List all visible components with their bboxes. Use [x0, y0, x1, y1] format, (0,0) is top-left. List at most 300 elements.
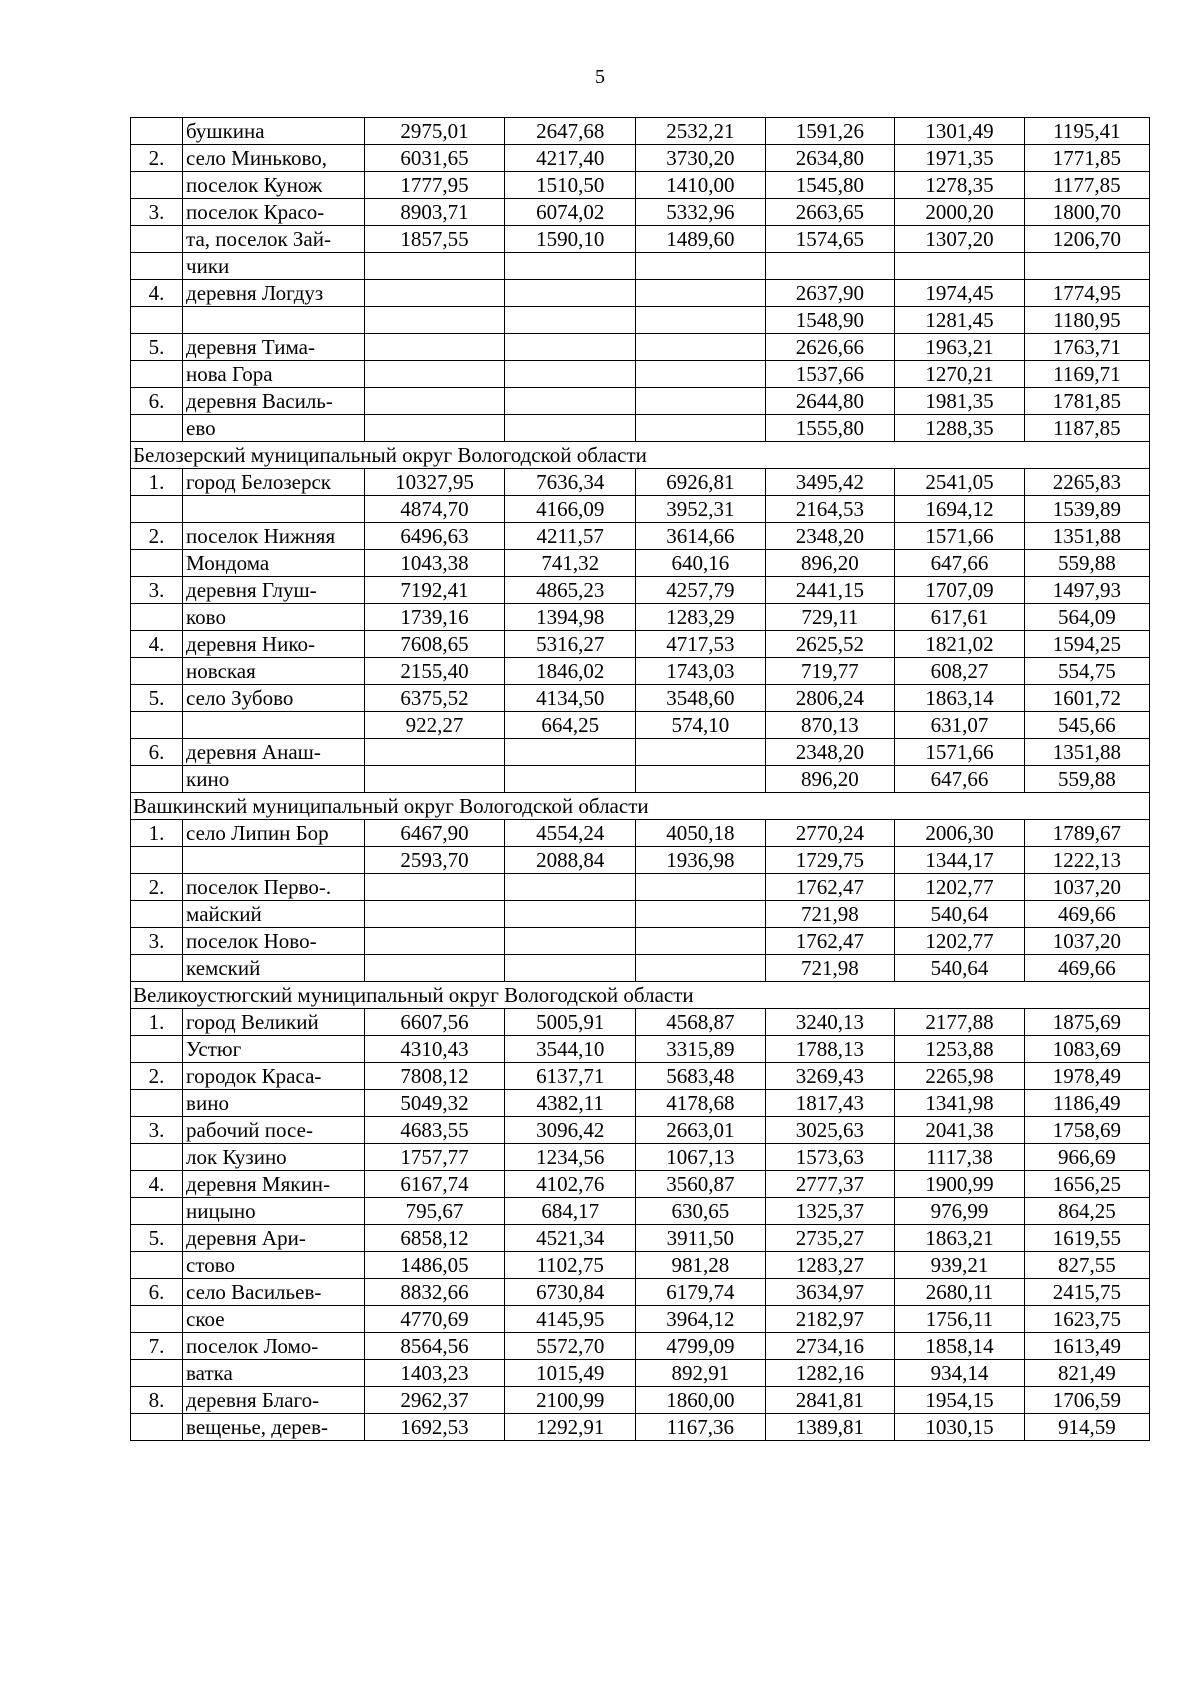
settlement-name: поселок Кунож	[183, 172, 365, 199]
value-cell: 4166,09	[505, 496, 636, 523]
value-cell	[505, 928, 636, 955]
value-cell: 1817,43	[765, 1090, 895, 1117]
value-cell: 1281,45	[895, 307, 1025, 334]
value-cell: 559,88	[1024, 766, 1149, 793]
row-index: 3.	[131, 1117, 183, 1144]
value-cell: 1758,69	[1024, 1117, 1149, 1144]
value-cell: 2164,53	[765, 496, 895, 523]
table-row	[131, 415, 1150, 442]
settlement-name: поселок Ломо-	[183, 1333, 365, 1360]
value-cell: 2088,84	[505, 847, 636, 874]
table-row	[131, 388, 1150, 415]
value-cell: 630,65	[636, 1198, 766, 1225]
value-cell: 540,64	[895, 901, 1025, 928]
value-cell: 1325,37	[765, 1198, 895, 1225]
value-cell: 1282,16	[765, 1360, 895, 1387]
value-cell: 2663,65	[765, 199, 895, 226]
settlement-name: деревня Василь-	[183, 388, 365, 415]
value-cell: 640,16	[636, 550, 766, 577]
value-cell	[505, 739, 636, 766]
value-cell: 1729,75	[765, 847, 895, 874]
table-row	[131, 307, 1150, 334]
table-row	[131, 334, 1150, 361]
value-cell: 1591,26	[765, 118, 895, 145]
value-cell: 5332,96	[636, 199, 766, 226]
table-row	[131, 1306, 1150, 1333]
row-index	[131, 847, 183, 874]
value-cell: 2625,52	[765, 631, 895, 658]
value-cell	[636, 361, 766, 388]
value-cell: 559,88	[1024, 550, 1149, 577]
table-row	[131, 253, 1150, 280]
table-row	[131, 172, 1150, 199]
value-cell: 939,21	[895, 1252, 1025, 1279]
value-cell	[636, 334, 766, 361]
value-cell: 981,28	[636, 1252, 766, 1279]
value-cell: 1341,98	[895, 1090, 1025, 1117]
table-row	[131, 1144, 1150, 1171]
value-cell: 4799,09	[636, 1333, 766, 1360]
row-index	[131, 118, 183, 145]
value-cell	[364, 280, 505, 307]
value-cell	[364, 307, 505, 334]
settlement-name	[183, 712, 365, 739]
value-cell: 4310,43	[364, 1036, 505, 1063]
value-cell: 4134,50	[505, 685, 636, 712]
value-cell: 1763,71	[1024, 334, 1149, 361]
value-cell: 4770,69	[364, 1306, 505, 1333]
settlement-name: стово	[183, 1252, 365, 1279]
row-index	[131, 766, 183, 793]
value-cell: 741,32	[505, 550, 636, 577]
row-index: 4.	[131, 1171, 183, 1198]
value-cell: 1344,17	[895, 847, 1025, 874]
table-row	[131, 1252, 1150, 1279]
table-row	[131, 361, 1150, 388]
value-cell: 896,20	[765, 766, 895, 793]
value-cell: 1771,85	[1024, 145, 1149, 172]
settlement-name	[183, 496, 365, 523]
table-row	[131, 1279, 1150, 1306]
row-index: 3.	[131, 199, 183, 226]
value-cell: 721,98	[765, 955, 895, 982]
value-cell: 6926,81	[636, 469, 766, 496]
value-cell: 5049,32	[364, 1090, 505, 1117]
value-cell: 1288,35	[895, 415, 1025, 442]
value-cell: 6074,02	[505, 199, 636, 226]
value-cell: 2348,20	[765, 523, 895, 550]
value-cell: 2593,70	[364, 847, 505, 874]
value-cell: 2182,97	[765, 1306, 895, 1333]
value-cell: 4874,70	[364, 496, 505, 523]
value-cell: 7608,65	[364, 631, 505, 658]
value-cell: 1202,77	[895, 928, 1025, 955]
value-cell: 1777,95	[364, 172, 505, 199]
value-cell: 1706,59	[1024, 1387, 1149, 1414]
value-cell: 1270,21	[895, 361, 1025, 388]
value-cell: 1292,91	[505, 1414, 636, 1441]
value-cell: 8903,71	[364, 199, 505, 226]
value-cell: 1774,95	[1024, 280, 1149, 307]
district-title: Вашкинский муниципальный округ Вологодской области	[131, 793, 1150, 820]
settlement-name: деревня Ари-	[183, 1225, 365, 1252]
row-index	[131, 658, 183, 685]
value-cell: 2532,21	[636, 118, 766, 145]
value-cell: 540,64	[895, 955, 1025, 982]
value-cell: 6858,12	[364, 1225, 505, 1252]
value-cell: 2663,01	[636, 1117, 766, 1144]
value-cell: 2041,38	[895, 1117, 1025, 1144]
table-row	[131, 847, 1150, 874]
value-cell: 2841,81	[765, 1387, 895, 1414]
table-row	[131, 1063, 1150, 1090]
value-cell: 2647,68	[505, 118, 636, 145]
value-cell: 3025,63	[765, 1117, 895, 1144]
value-cell: 1177,85	[1024, 172, 1149, 199]
value-cell: 8832,66	[364, 1279, 505, 1306]
table-row	[131, 1198, 1150, 1225]
settlement-name: поселок Перво-.	[183, 874, 365, 901]
value-cell: 1389,81	[765, 1414, 895, 1441]
settlement-name: село Миньково,	[183, 145, 365, 172]
value-cell: 8564,56	[364, 1333, 505, 1360]
value-cell: 2441,15	[765, 577, 895, 604]
settlement-name: ницыно	[183, 1198, 365, 1225]
value-cell: 1537,66	[765, 361, 895, 388]
value-cell: 3964,12	[636, 1306, 766, 1333]
row-index	[131, 1414, 183, 1441]
table-row	[131, 1171, 1150, 1198]
value-cell: 7808,12	[364, 1063, 505, 1090]
settlement-name: вино	[183, 1090, 365, 1117]
value-cell: 1900,99	[895, 1171, 1025, 1198]
settlement-name	[183, 307, 365, 334]
value-cell: 1548,90	[765, 307, 895, 334]
table-row	[131, 901, 1150, 928]
value-cell: 2155,40	[364, 658, 505, 685]
district-title: Белозерский муниципальный округ Вологодской области	[131, 442, 1150, 469]
value-cell: 729,11	[765, 604, 895, 631]
value-cell: 3240,13	[765, 1009, 895, 1036]
settlement-name: кино	[183, 766, 365, 793]
value-cell: 2637,90	[765, 280, 895, 307]
value-cell: 1974,45	[895, 280, 1025, 307]
value-cell: 469,66	[1024, 955, 1149, 982]
table-row	[131, 685, 1150, 712]
value-cell	[505, 388, 636, 415]
value-cell: 2265,98	[895, 1063, 1025, 1090]
value-cell	[364, 334, 505, 361]
table-row	[131, 145, 1150, 172]
value-cell: 2770,24	[765, 820, 895, 847]
value-cell: 545,66	[1024, 712, 1149, 739]
settlement-name: ватка	[183, 1360, 365, 1387]
settlement-name: деревня Мякин-	[183, 1171, 365, 1198]
value-cell: 1623,75	[1024, 1306, 1149, 1333]
value-cell	[505, 253, 636, 280]
value-cell	[765, 253, 895, 280]
value-cell: 2644,80	[765, 388, 895, 415]
settlement-name: деревня Благо-	[183, 1387, 365, 1414]
value-cell: 4865,23	[505, 577, 636, 604]
row-index	[131, 226, 183, 253]
value-cell: 1789,67	[1024, 820, 1149, 847]
settlement-name	[183, 847, 365, 874]
row-index: 1.	[131, 469, 183, 496]
value-cell: 6137,71	[505, 1063, 636, 1090]
value-cell	[636, 388, 766, 415]
value-cell: 1739,16	[364, 604, 505, 631]
value-cell: 1573,63	[765, 1144, 895, 1171]
row-index: 5.	[131, 334, 183, 361]
value-cell: 1169,71	[1024, 361, 1149, 388]
row-index	[131, 1360, 183, 1387]
table-row	[131, 1333, 1150, 1360]
value-cell: 564,09	[1024, 604, 1149, 631]
value-cell	[636, 955, 766, 982]
value-cell: 1283,27	[765, 1252, 895, 1279]
value-cell: 6730,84	[505, 1279, 636, 1306]
settlement-name: городок Краса-	[183, 1063, 365, 1090]
value-cell: 1394,98	[505, 604, 636, 631]
value-cell	[505, 901, 636, 928]
value-cell: 1083,69	[1024, 1036, 1149, 1063]
row-index	[131, 604, 183, 631]
table-row	[131, 1090, 1150, 1117]
value-cell: 914,59	[1024, 1414, 1149, 1441]
value-cell: 647,66	[895, 550, 1025, 577]
value-cell: 469,66	[1024, 901, 1149, 928]
value-cell: 1800,70	[1024, 199, 1149, 226]
value-cell: 1788,13	[765, 1036, 895, 1063]
settlement-name: ево	[183, 415, 365, 442]
district-header-row	[131, 442, 1150, 469]
table-row	[131, 1036, 1150, 1063]
settlement-name: поселок Нижняя	[183, 523, 365, 550]
value-cell: 2734,16	[765, 1333, 895, 1360]
value-cell	[364, 928, 505, 955]
value-cell	[364, 388, 505, 415]
row-index	[131, 1252, 183, 1279]
table-row	[131, 820, 1150, 847]
row-index	[131, 712, 183, 739]
settlement-name: деревня Глуш-	[183, 577, 365, 604]
value-cell: 1015,49	[505, 1360, 636, 1387]
value-cell: 1963,21	[895, 334, 1025, 361]
table-row	[131, 712, 1150, 739]
value-cell: 1195,41	[1024, 118, 1149, 145]
settlement-name: деревня Нико-	[183, 631, 365, 658]
table-body	[131, 118, 1150, 1441]
value-cell: 1981,35	[895, 388, 1025, 415]
value-cell: 1978,49	[1024, 1063, 1149, 1090]
value-cell: 1863,14	[895, 685, 1025, 712]
value-cell: 4217,40	[505, 145, 636, 172]
value-cell: 4554,24	[505, 820, 636, 847]
settlement-name: поселок Красо-	[183, 199, 365, 226]
value-cell: 3544,10	[505, 1036, 636, 1063]
row-index	[131, 415, 183, 442]
value-cell: 7636,34	[505, 469, 636, 496]
value-cell	[636, 415, 766, 442]
value-cell: 1403,23	[364, 1360, 505, 1387]
value-cell: 721,98	[765, 901, 895, 928]
value-cell: 827,55	[1024, 1252, 1149, 1279]
value-cell: 1186,49	[1024, 1090, 1149, 1117]
value-cell: 2100,99	[505, 1387, 636, 1414]
value-cell	[505, 415, 636, 442]
value-cell: 10327,95	[364, 469, 505, 496]
row-index: 2.	[131, 1063, 183, 1090]
value-cell: 1692,53	[364, 1414, 505, 1441]
settlement-name: ское	[183, 1306, 365, 1333]
value-cell: 1307,20	[895, 226, 1025, 253]
value-cell: 5316,27	[505, 631, 636, 658]
value-cell: 1707,09	[895, 577, 1025, 604]
value-cell: 2680,11	[895, 1279, 1025, 1306]
value-cell	[364, 874, 505, 901]
settlement-name: село Зубово	[183, 685, 365, 712]
value-cell	[895, 253, 1025, 280]
settlement-name: вещенье, дерев-	[183, 1414, 365, 1441]
value-cell: 6467,90	[364, 820, 505, 847]
row-index	[131, 307, 183, 334]
value-cell: 1180,95	[1024, 307, 1149, 334]
row-index: 2.	[131, 523, 183, 550]
value-cell: 1253,88	[895, 1036, 1025, 1063]
value-cell: 4683,55	[364, 1117, 505, 1144]
row-index: 5.	[131, 1225, 183, 1252]
value-cell: 1613,49	[1024, 1333, 1149, 1360]
value-cell	[505, 955, 636, 982]
value-cell	[364, 361, 505, 388]
settlement-name: деревня Логдуз	[183, 280, 365, 307]
value-cell: 647,66	[895, 766, 1025, 793]
value-cell: 1283,29	[636, 604, 766, 631]
value-cell: 2735,27	[765, 1225, 895, 1252]
settlement-name: рабочий посе-	[183, 1117, 365, 1144]
value-cell	[505, 334, 636, 361]
row-index: 3.	[131, 577, 183, 604]
value-cell: 1656,25	[1024, 1171, 1149, 1198]
table-row	[131, 631, 1150, 658]
settlement-name: та, поселок Зай-	[183, 226, 365, 253]
value-cell: 3634,97	[765, 1279, 895, 1306]
table-row	[131, 496, 1150, 523]
value-cell: 2177,88	[895, 1009, 1025, 1036]
value-cell: 1030,15	[895, 1414, 1025, 1441]
value-cell: 1936,98	[636, 847, 766, 874]
row-index: 3.	[131, 928, 183, 955]
table-row	[131, 928, 1150, 955]
value-cell: 1202,77	[895, 874, 1025, 901]
value-cell: 1206,70	[1024, 226, 1149, 253]
value-cell: 3096,42	[505, 1117, 636, 1144]
value-cell: 7192,41	[364, 577, 505, 604]
value-cell: 1555,80	[765, 415, 895, 442]
value-cell: 3495,42	[765, 469, 895, 496]
value-cell: 1619,55	[1024, 1225, 1149, 1252]
value-cell	[636, 253, 766, 280]
value-cell: 1571,66	[895, 523, 1025, 550]
settlement-name: город Великий	[183, 1009, 365, 1036]
value-cell: 2626,66	[765, 334, 895, 361]
settlement-name: нова Гора	[183, 361, 365, 388]
table-row	[131, 577, 1150, 604]
value-cell: 2541,05	[895, 469, 1025, 496]
row-index: 2.	[131, 145, 183, 172]
value-cell: 1860,00	[636, 1387, 766, 1414]
table-row	[131, 1360, 1150, 1387]
value-cell: 6179,74	[636, 1279, 766, 1306]
value-cell: 3614,66	[636, 523, 766, 550]
value-cell: 1410,00	[636, 172, 766, 199]
table-row	[131, 199, 1150, 226]
table-row	[131, 1387, 1150, 1414]
value-cell: 892,91	[636, 1360, 766, 1387]
value-cell: 870,13	[765, 712, 895, 739]
value-cell: 631,07	[895, 712, 1025, 739]
value-cell: 1846,02	[505, 658, 636, 685]
row-index: 8.	[131, 1387, 183, 1414]
value-cell: 6031,65	[364, 145, 505, 172]
value-cell: 1762,47	[765, 874, 895, 901]
value-cell	[364, 901, 505, 928]
value-cell: 719,77	[765, 658, 895, 685]
settlement-name: деревня Анаш-	[183, 739, 365, 766]
value-cell: 4102,76	[505, 1171, 636, 1198]
value-cell: 1954,15	[895, 1387, 1025, 1414]
value-cell: 4211,57	[505, 523, 636, 550]
value-cell: 1222,13	[1024, 847, 1149, 874]
value-cell: 1875,69	[1024, 1009, 1149, 1036]
settlement-name: город Белозерск	[183, 469, 365, 496]
value-cell	[364, 739, 505, 766]
value-cell: 5683,48	[636, 1063, 766, 1090]
value-cell: 608,27	[895, 658, 1025, 685]
value-cell: 5572,70	[505, 1333, 636, 1360]
value-cell	[636, 739, 766, 766]
value-cell: 1601,72	[1024, 685, 1149, 712]
settlement-name: бушкина	[183, 118, 365, 145]
value-cell: 934,14	[895, 1360, 1025, 1387]
value-cell: 574,10	[636, 712, 766, 739]
value-cell: 1574,65	[765, 226, 895, 253]
row-index	[131, 955, 183, 982]
table-row	[131, 1009, 1150, 1036]
table-row	[131, 226, 1150, 253]
table-row	[131, 118, 1150, 145]
settlement-name: ково	[183, 604, 365, 631]
settlement-name: новская	[183, 658, 365, 685]
value-cell: 2975,01	[364, 118, 505, 145]
value-cell: 1167,36	[636, 1414, 766, 1441]
value-cell: 554,75	[1024, 658, 1149, 685]
value-cell: 1037,20	[1024, 874, 1149, 901]
row-index	[131, 901, 183, 928]
value-cell: 2348,20	[765, 739, 895, 766]
value-cell: 1762,47	[765, 928, 895, 955]
table-row	[131, 280, 1150, 307]
value-cell: 1187,85	[1024, 415, 1149, 442]
row-index	[131, 361, 183, 388]
value-cell: 3269,43	[765, 1063, 895, 1090]
value-cell: 4178,68	[636, 1090, 766, 1117]
value-cell	[636, 928, 766, 955]
value-cell: 966,69	[1024, 1144, 1149, 1171]
value-cell	[364, 766, 505, 793]
value-cell: 2415,75	[1024, 1279, 1149, 1306]
